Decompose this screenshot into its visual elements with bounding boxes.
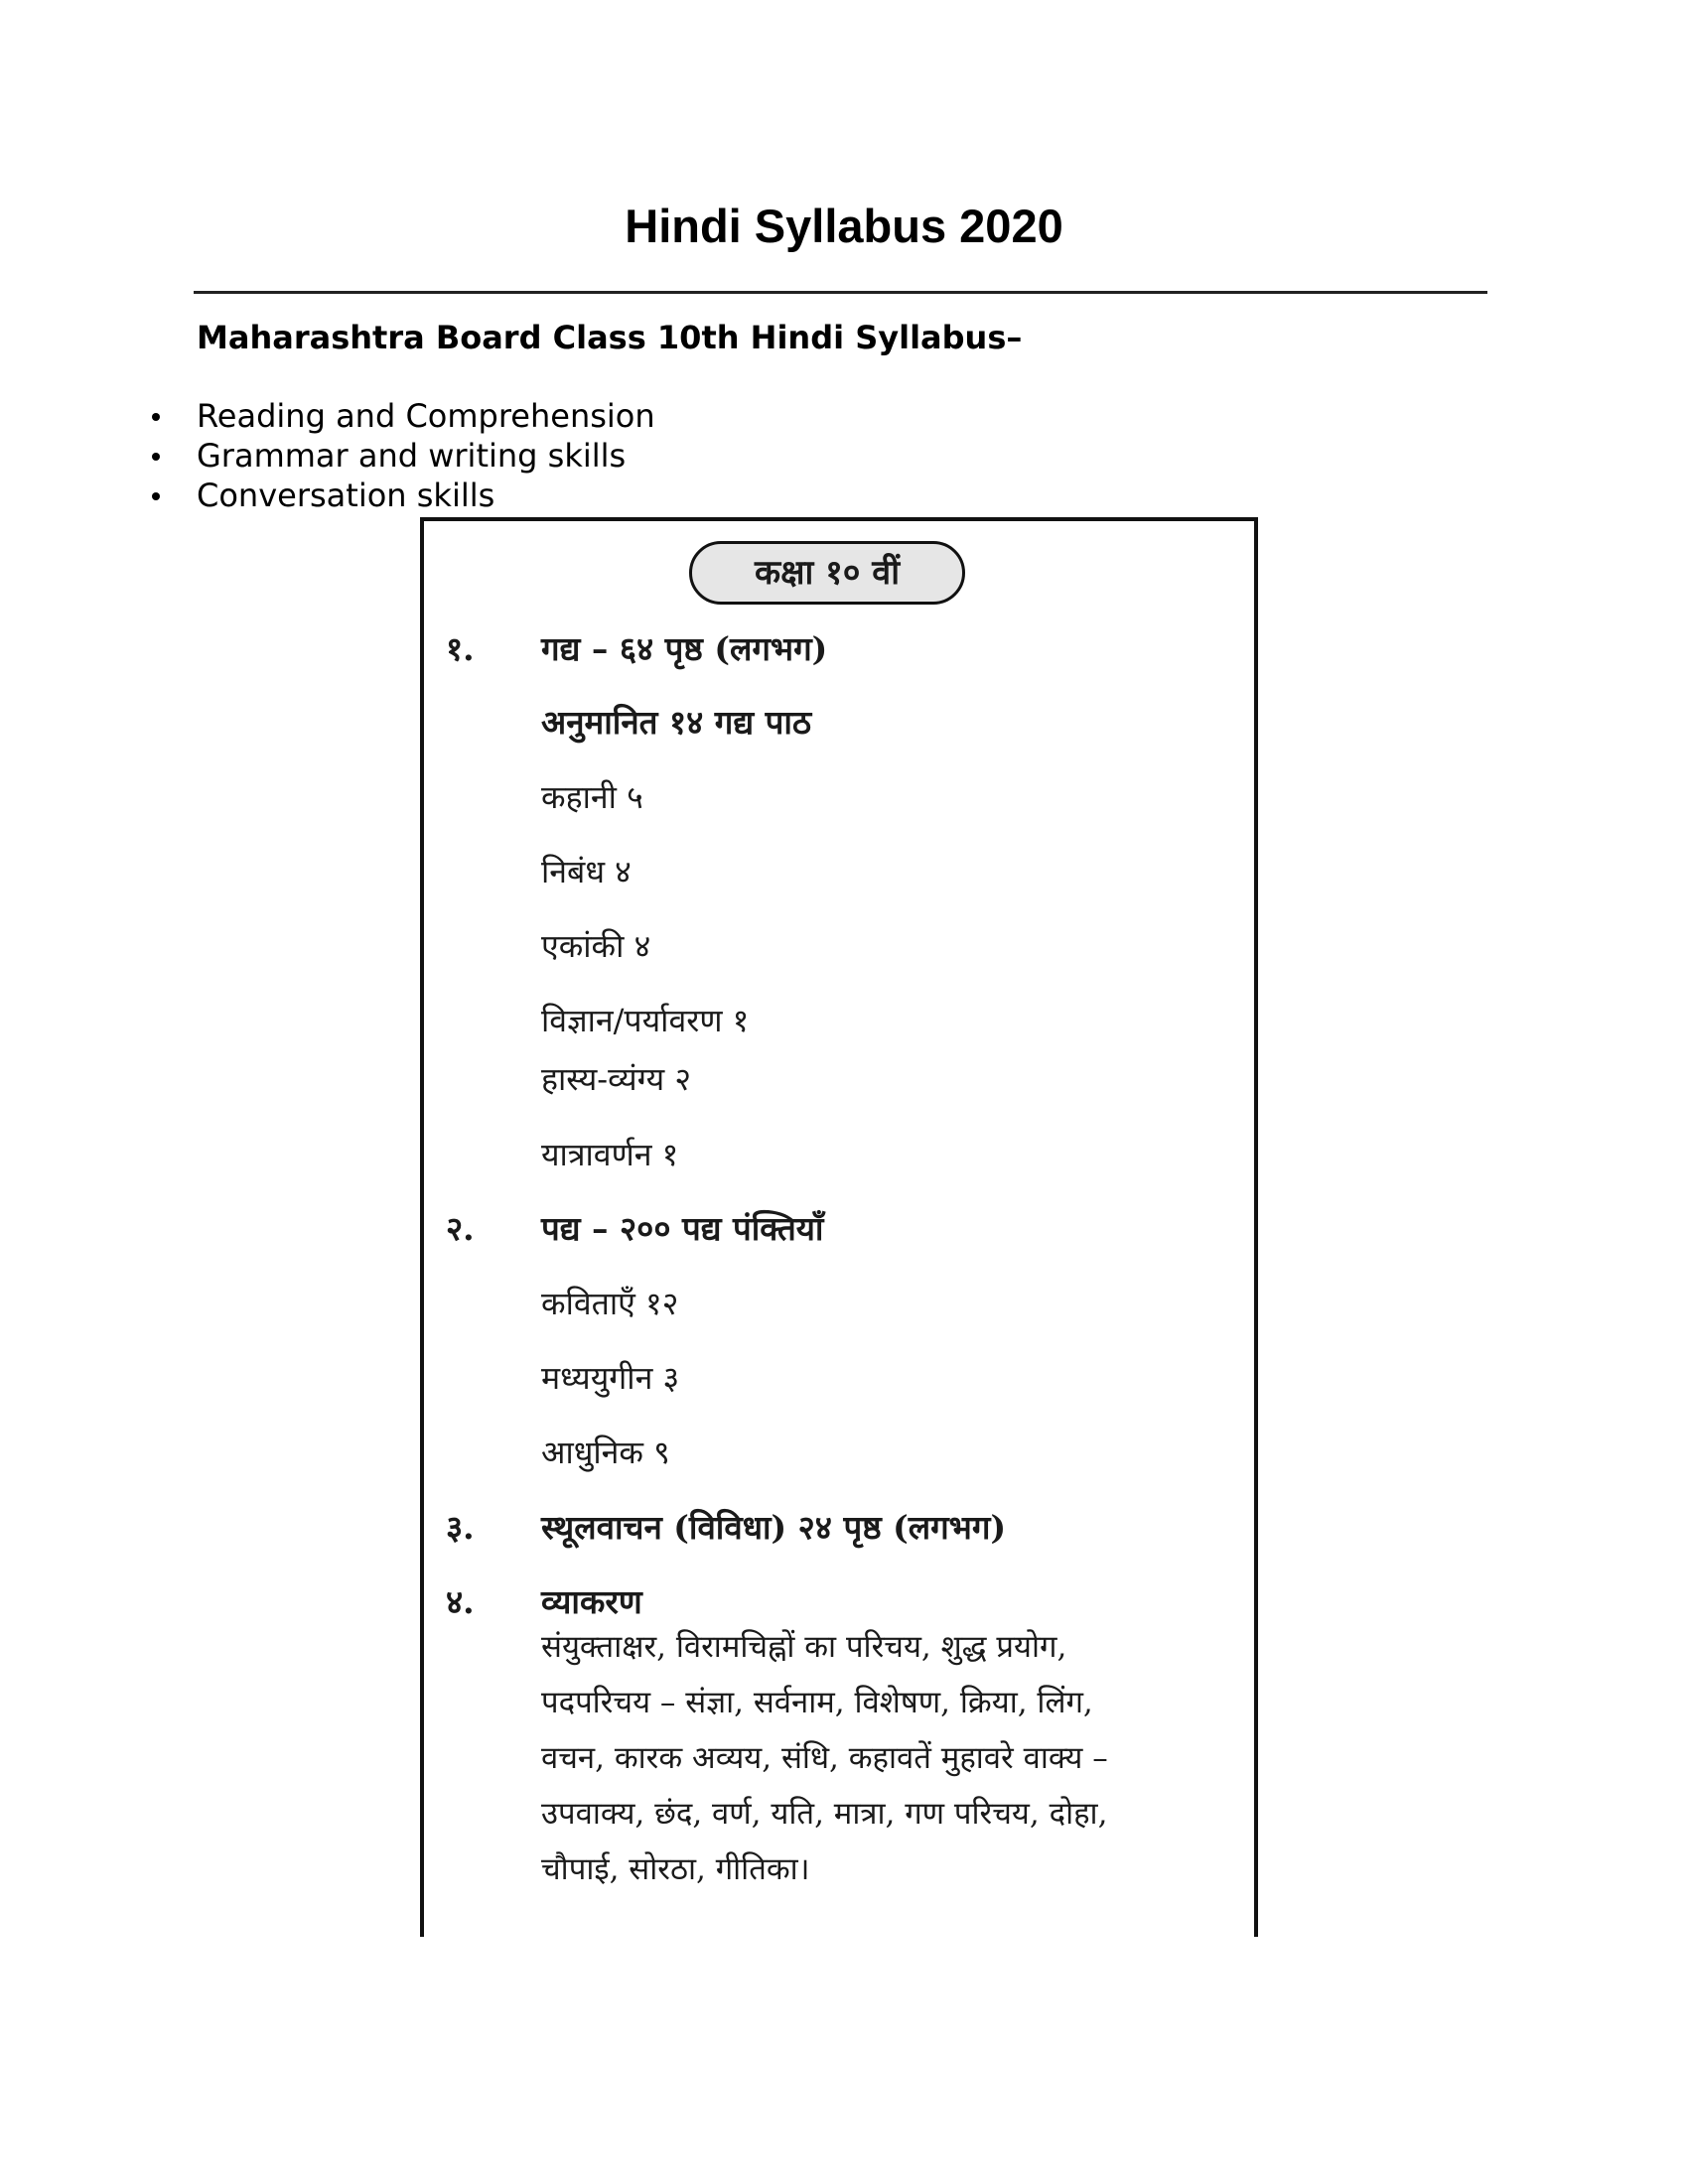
paragraph-line: संयुक्ताक्षर, विरामचिह्नों का परिचय, शुद्ध प्रयोग, xyxy=(541,1629,1067,1665)
paragraph-line: चौपाई, सोरठा, गीतिका। xyxy=(541,1851,810,1887)
syllabus-item: हास्य-व्यंग्य २ xyxy=(541,1060,691,1098)
grammar-topics-paragraph xyxy=(541,1619,1236,1897)
syllabus-item: आधुनिक ९ xyxy=(541,1433,670,1471)
bullet-icon xyxy=(152,492,160,500)
paragraph-line: पदपरिचय – संज्ञा, सर्वनाम, विशेषण, क्रिया, लिंग, xyxy=(541,1685,1093,1720)
syllabus-image-box xyxy=(420,517,1258,1937)
section-heading: Maharashtra Board Class 10th Hindi Syllabus– xyxy=(197,319,1023,356)
list-item-text: Conversation skills xyxy=(197,477,495,514)
list-item-text: Grammar and writing skills xyxy=(197,437,627,475)
section-heading-prose: गद्य – ६४ पृष्ठ (लगभग) xyxy=(541,629,828,668)
syllabus-item: कविताएँ १२ xyxy=(541,1285,679,1322)
section-number: ४. xyxy=(446,1582,475,1621)
list-item xyxy=(144,436,655,476)
section-heading-grammar: व्याकरण xyxy=(541,1582,642,1621)
bullet-icon xyxy=(152,413,160,421)
paragraph-line: वचन, कारक अव्यय, संधि, कहावतें मुहावरे वाक्य – xyxy=(541,1740,1108,1776)
syllabus-item: कहानी ५ xyxy=(541,778,643,816)
class-label-badge: कक्षा १० वीं xyxy=(689,541,965,605)
section-number: ३. xyxy=(446,1508,475,1547)
page-title: Hindi Syllabus 2020 xyxy=(625,200,1063,252)
title-divider xyxy=(194,291,1487,294)
syllabus-item: विज्ञान/पर्यावरण १ xyxy=(541,1002,750,1039)
list-item-text: Reading and Comprehension xyxy=(197,397,655,435)
section-subheading: अनुमानित १४ गद्य पाठ xyxy=(541,703,812,742)
section-number: १. xyxy=(446,629,475,668)
skills-list xyxy=(144,396,655,515)
section-heading-supplementary-reading: स्थूलवाचन (विविधा) २४ पृष्ठ (लगभग) xyxy=(541,1508,1007,1547)
section-heading-poetry: पद्य – २०० पद्य पंक्तियाँ xyxy=(541,1209,824,1248)
list-item xyxy=(144,476,655,515)
syllabus-item: यात्रावर्णन १ xyxy=(541,1136,679,1173)
section-number: २. xyxy=(446,1209,475,1248)
syllabus-item: एकांकी ४ xyxy=(541,927,651,965)
list-item xyxy=(144,396,655,436)
syllabus-item: मध्ययुगीन ३ xyxy=(541,1359,680,1397)
paragraph-line: उपवाक्य, छंद, वर्ण, यति, मात्रा, गण परिचय, दोहा, xyxy=(541,1796,1108,1832)
bullet-icon xyxy=(152,453,160,461)
syllabus-item: निबंध ४ xyxy=(541,853,632,890)
